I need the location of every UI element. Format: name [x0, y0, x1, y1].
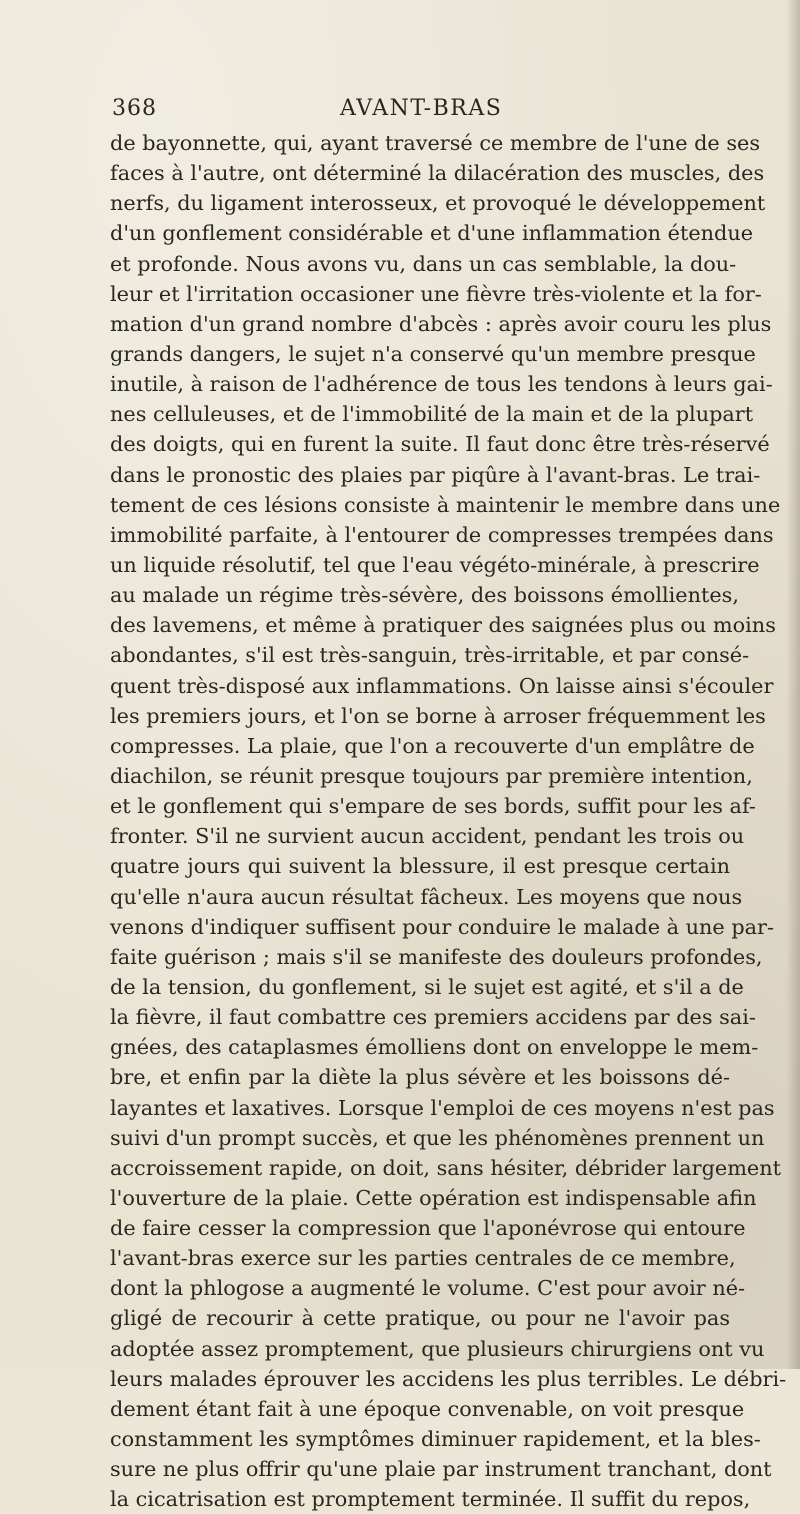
page-header	[112, 96, 712, 130]
text-line: suivi d'un prompt succès, et que les phénomènes prennent un	[110, 1125, 765, 1150]
text-line: dans le pronostic des plaies par piqûre à l'avant-bras. Le trai-	[110, 462, 761, 487]
text-line: grands dangers, le sujet n'a conservé qu'un membre presque	[110, 341, 756, 366]
text-line: la cicatrisation est promptement terminée. Il suffit du repos,	[110, 1487, 751, 1512]
text-line: faite guérison ; mais s'il se manifeste des douleurs profondes,	[110, 944, 763, 969]
text-line: nerfs, du ligament interosseux, et provoqué le développement	[110, 191, 766, 216]
text-line: leur et l'irritation occasioner une fièvre très-violente et la for-	[110, 281, 762, 306]
page-number: 368	[112, 96, 157, 121]
page-edge-shadow	[786, 0, 800, 1369]
text-line: adoptée assez promptement, que plusieurs chirurgiens ont vu	[110, 1336, 765, 1361]
text-line: quatre jours qui suivent la blessure, il est presque certain	[110, 854, 730, 879]
text-line: sure ne plus offrir qu'une plaie par instrument tranchant, dont	[110, 1457, 772, 1482]
text-line: et le gonflement qui s'empare de ses bords, suffit pour les af-	[110, 794, 756, 819]
text-line: nes celluleuses, et de l'immobilité de la main et de la plupart	[110, 402, 754, 427]
text-line: l'ouverture de la plaie. Cette opération est indispensable afin	[110, 1185, 757, 1210]
text-line: les premiers jours, et l'on se borne à arroser fréquemment les	[110, 703, 766, 728]
text-line: venons d'indiquer suffisent pour conduire le malade à une par-	[110, 914, 775, 939]
text-line: de faire cesser la compression que l'aponévrose qui entoure	[110, 1216, 746, 1241]
text-line: de bayonnette, qui, ayant traversé ce membre de l'une de ses	[110, 131, 761, 155]
text-line: faces à l'autre, ont déterminé la dilacération des muscles, des	[110, 161, 765, 186]
text-line: dont la phlogose a augmenté le volume. C'est pour avoir né-	[110, 1276, 746, 1301]
text-line: gnées, des cataplasmes émolliens dont on enveloppe le mem-	[110, 1035, 759, 1060]
running-head: AVANT-BRAS	[340, 96, 503, 121]
text-line: au malade un régime très-sévère, des boissons émollientes,	[110, 583, 739, 608]
text-line: d'un gonflement considérable et d'une inflammation étendue	[110, 221, 754, 246]
text-line: constamment les symptômes diminuer rapidement, et la bles-	[110, 1427, 761, 1452]
text-line: qu'elle n'aura aucun résultat fâcheux. Les moyens que nous	[110, 884, 743, 909]
text-line: gligé de recourir à cette pratique, ou pour ne l'avoir pas	[110, 1306, 730, 1331]
text-line: abondantes, s'il est très-sanguin, très-irritable, et par consé-	[110, 643, 750, 668]
text-line: tement de ces lésions consiste à maintenir le membre dans une	[110, 492, 781, 517]
text-line: bre, et enfin par la diète la plus sévère et les boissons dé-	[110, 1065, 730, 1090]
text-line: quent très-disposé aux inflammations. On laisse ainsi s'écouler	[110, 673, 774, 698]
text-line: et profonde. Nous avons vu, dans un cas semblable, la dou-	[110, 251, 737, 276]
text-line: immobilité parfaite, à l'entourer de compresses trempées dans	[110, 522, 774, 547]
text-line: un liquide résolutif, tel que l'eau végéto-minérale, à prescrire	[110, 552, 760, 577]
text-line: accroissement rapide, on doit, sans hésiter, débrider largement	[110, 1155, 781, 1180]
text-line: layantes et laxatives. Lorsque l'emploi de ces moyens n'est pas	[110, 1095, 775, 1120]
text-line: mation d'un grand nombre d'abcès : après avoir couru les plus	[110, 311, 772, 336]
text-line: inutile, à raison de l'adhérence de tous les tendons à leurs gai-	[110, 372, 773, 397]
text-line: diachilon, se réunit presque toujours par première intention,	[110, 763, 753, 788]
text-line: l'avant-bras exerce sur les parties centrales de ce membre,	[110, 1246, 736, 1271]
text-line: dement étant fait à une époque convenable, on voit presque	[110, 1396, 745, 1421]
text-line: des doigts, qui en furent la suite. Il faut donc être très-réservé	[110, 432, 770, 457]
text-line: des lavemens, et même à pratiquer des saignées plus ou moins	[110, 613, 776, 638]
text-line: de la tension, du gonflement, si le sujet est agité, et s'il a de	[110, 974, 744, 999]
text-line: leurs malades éprouver les accidens les plus terribles. Le débri-	[110, 1366, 787, 1391]
text-line: la fièvre, il faut combattre ces premiers accidens par des sai-	[110, 1005, 756, 1030]
body-text	[110, 128, 787, 1514]
text-line: compresses. La plaie, que l'on a recouverte d'un emplâtre de	[110, 733, 755, 758]
text-line: fronter. S'il ne survient aucun accident, pendant les trois ou	[110, 824, 745, 849]
